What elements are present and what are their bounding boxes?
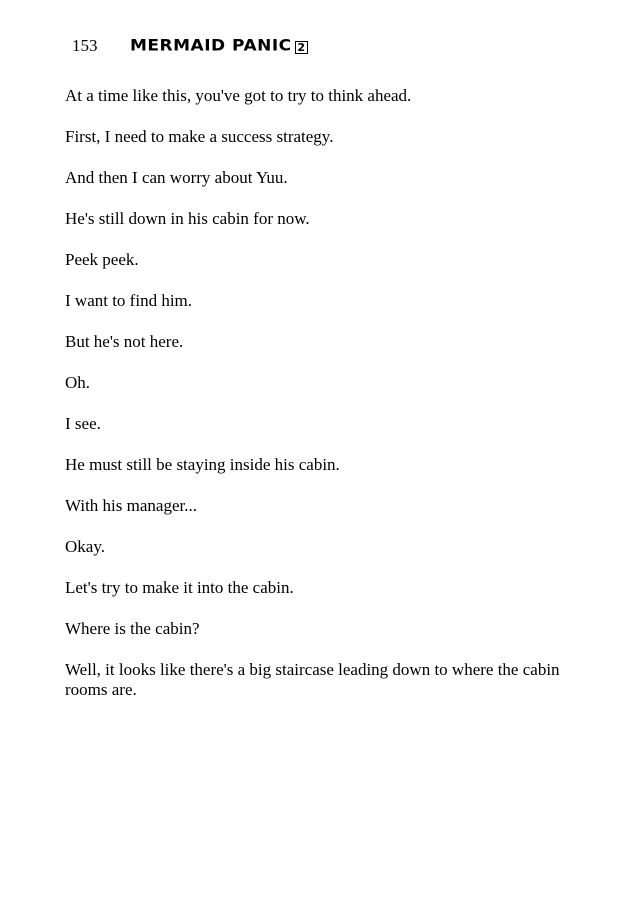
paragraph: At a time like this, you've got to try to think ahead.	[65, 86, 412, 105]
body-text	[65, 86, 570, 721]
page-number: 153	[72, 36, 98, 55]
paragraph: But he's not here.	[65, 332, 184, 351]
paragraph: He's still down in his cabin for now.	[65, 209, 310, 228]
paragraph: I want to find him.	[65, 291, 193, 310]
paragraph: And then I can worry about Yuu.	[65, 168, 288, 187]
paragraph: Okay.	[65, 537, 105, 556]
paragraph: I see.	[65, 414, 101, 433]
book-title: MERMAID PANIC	[130, 36, 292, 56]
paragraph: Where is the cabin?	[65, 619, 200, 638]
paragraph: Well, it looks like there's a big staircase leading down to where the cabin rooms are.	[65, 660, 560, 699]
paragraph: Let's try to make it into the cabin.	[65, 578, 294, 597]
page-header	[72, 34, 308, 58]
volume-number-badge: 2	[295, 41, 308, 54]
paragraph: With his manager...	[65, 496, 197, 515]
paragraph: Oh.	[65, 373, 91, 392]
paragraph: Peek peek.	[65, 250, 139, 269]
paragraph: He must still be staying inside his cabin.	[65, 455, 340, 474]
paragraph: First, I need to make a success strategy.	[65, 127, 334, 146]
